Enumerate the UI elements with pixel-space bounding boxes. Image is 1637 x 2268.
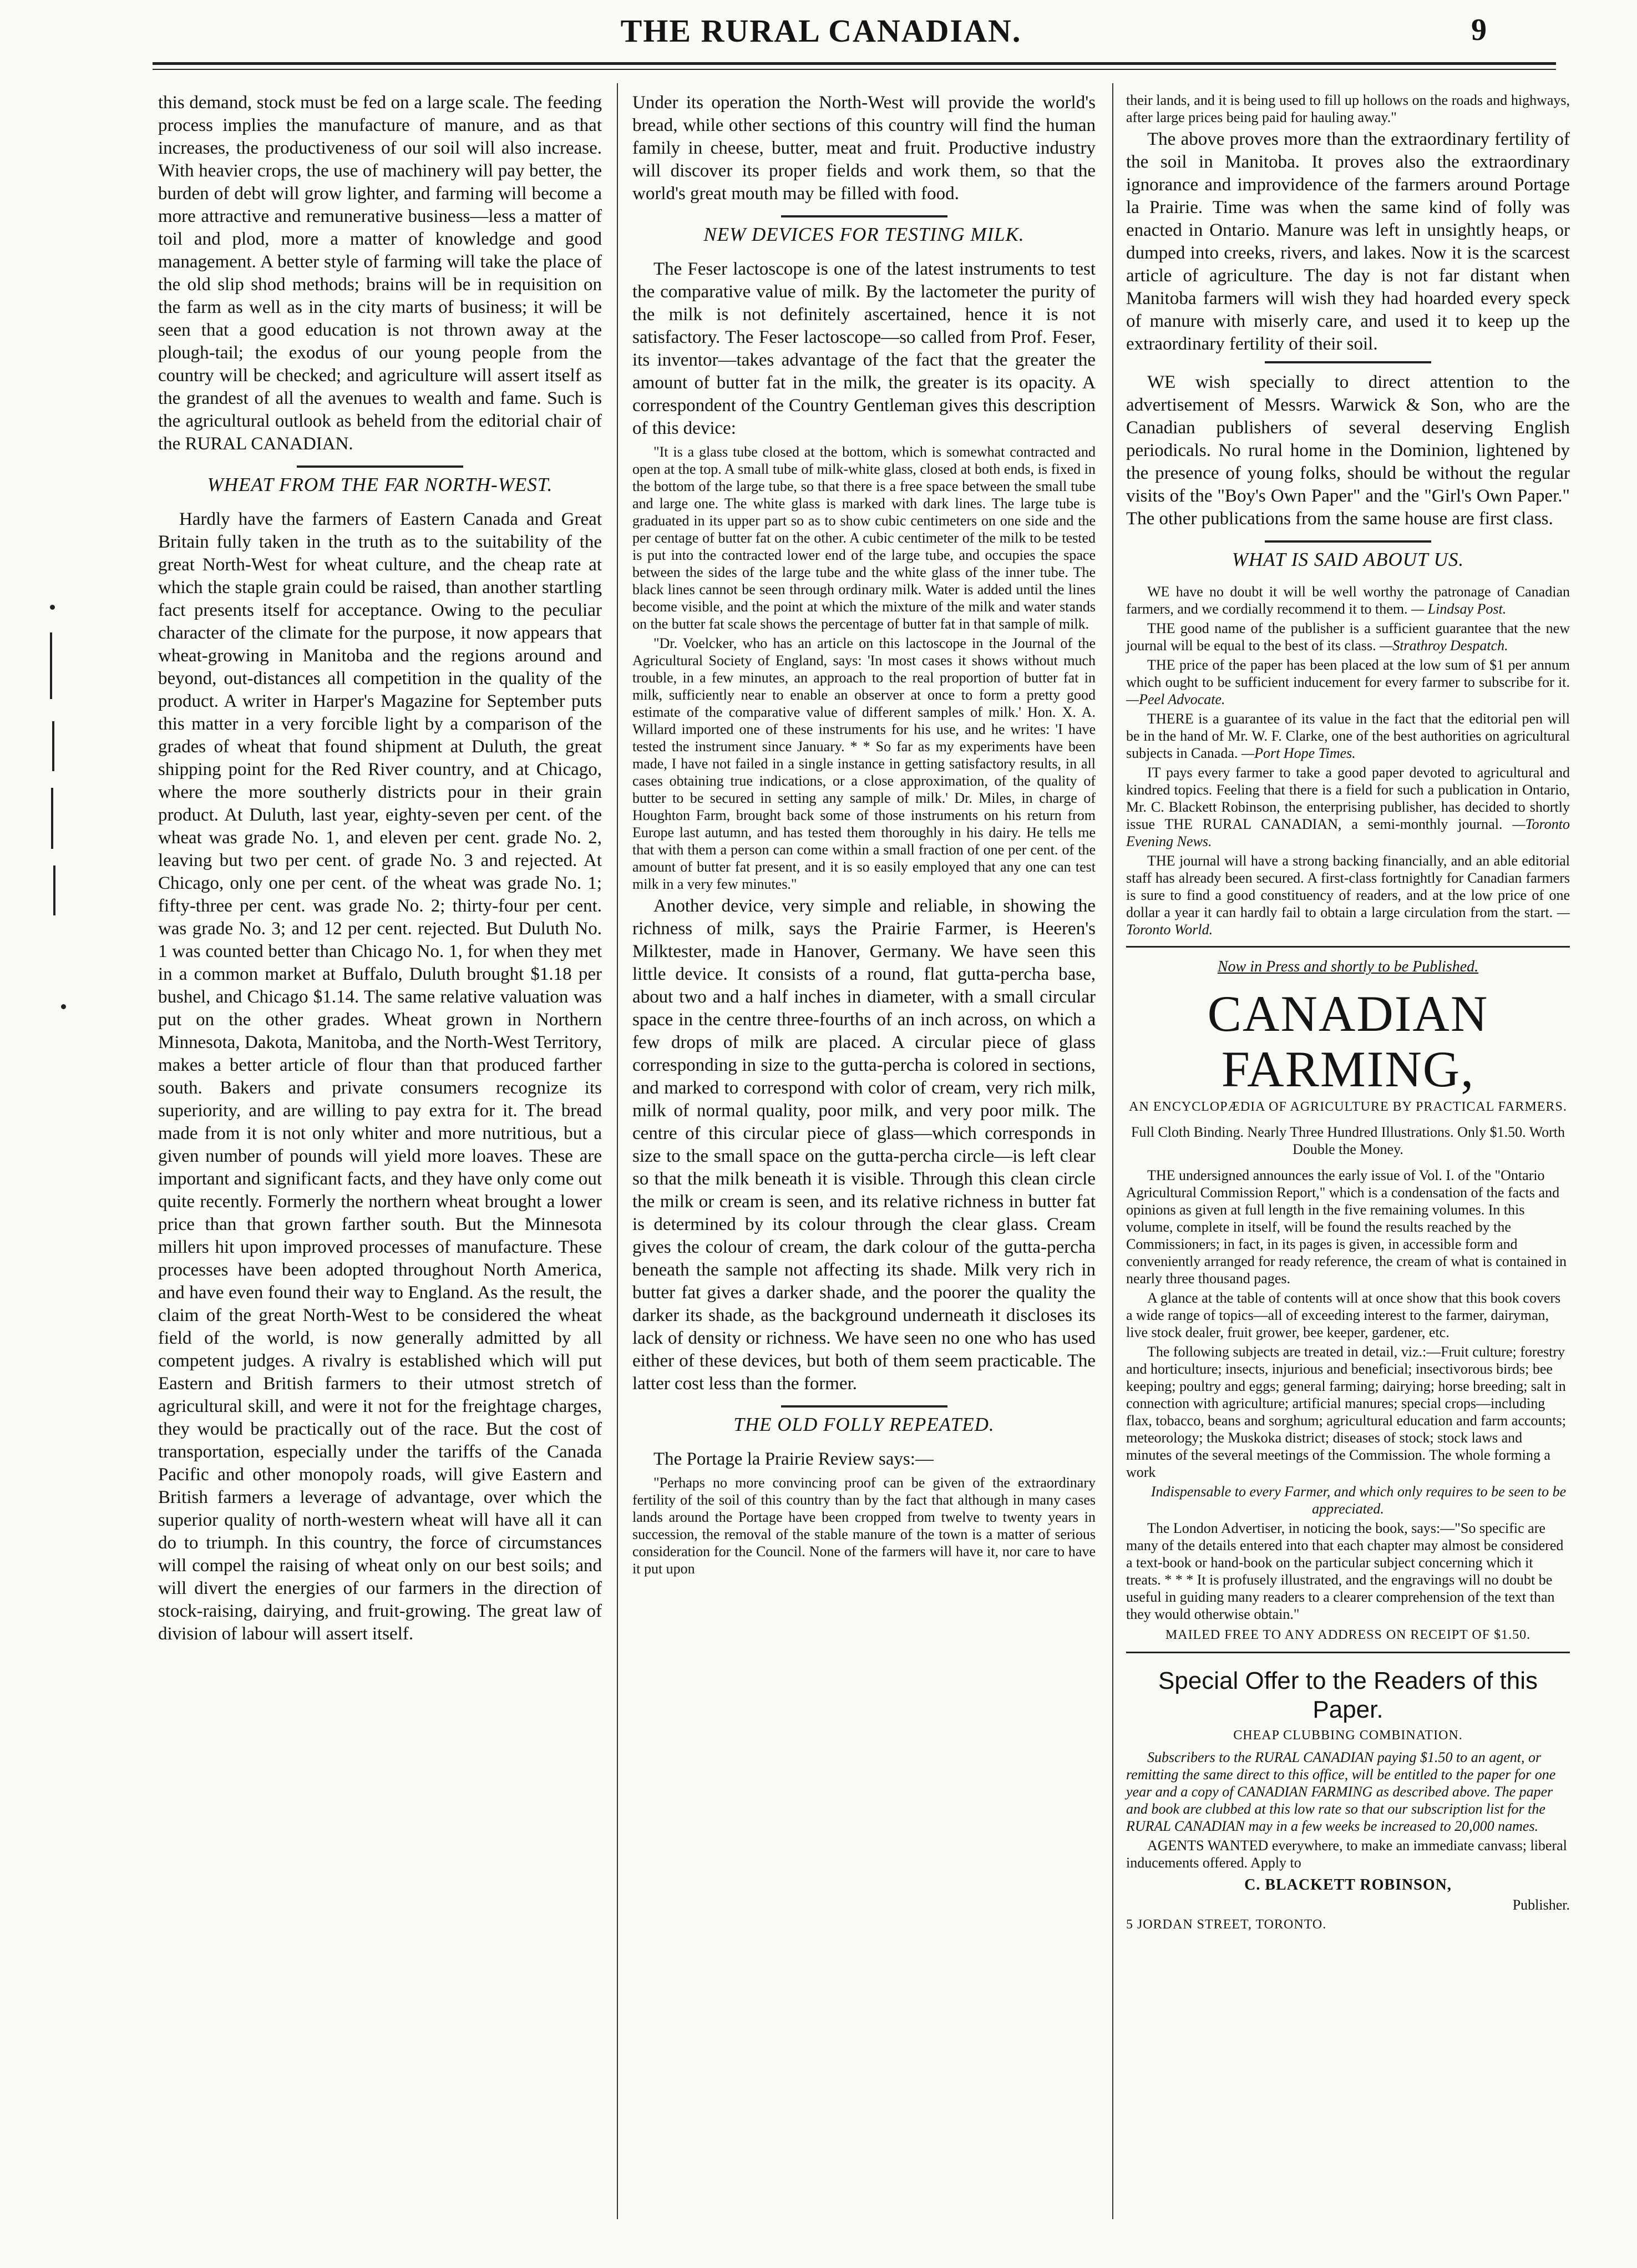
offer-combination: CHEAP CLUBBING COMBINATION. bbox=[1233, 1728, 1463, 1743]
heading-rule bbox=[1265, 540, 1431, 543]
article-paragraph: The Portage la Prairie Review says:— bbox=[653, 1449, 934, 1469]
press-notices bbox=[1126, 583, 1570, 938]
article-paragraph: Under its operation the North-West will provide the world's bread, while other sections of this country will find the human family in cheese, butter, meat and fruit. Productive industry will discover its proper fields and work them, so that the world's great mouth may be filled with food. bbox=[632, 93, 1096, 204]
notice-paragraph: WE have no doubt it will be well worthy the patronage of Canadian farmers, and we cordially recommend it to them. — Lindsay Post. bbox=[1126, 584, 1570, 617]
section-heading bbox=[632, 1405, 1096, 1436]
column-divider bbox=[617, 83, 618, 2219]
ad-paragraph: THE undersigned announces the early issue of Vol. I. of the "Ontario Agricultural Commission Report," which is a condensation of the facts and opinions as given at full length in the five remaining volumes. In this volume, complete in itself, will be found the results reached by the Commissioners; in fact, in its pages is given, in accessible form and conveniently arranged for ready reference, the cream of what is contained in nearly three thousand pages. bbox=[1126, 1167, 1567, 1287]
column-3 bbox=[1126, 92, 1570, 1936]
ad-paragraph: Indispensable to every Farmer, and which only requires to be seen to be appreciated. bbox=[1151, 1484, 1567, 1517]
column-divider bbox=[1112, 83, 1113, 2219]
quoted-passage bbox=[632, 1474, 1096, 1577]
article-paragraph: Hardly have the farmers of Eastern Canada and Great Britain fully taken in the truth as to the suitability of the great North-West for wheat culture, and the cheap rate at which the staple grain could be raised, than another startling fact presents itself for acceptance. Owing to the peculiar character of the climate for the purpose, it now appears that wheat-growing in Manitoba and the regions around and beyond, out-distances all competition in the quality of the product. A writer in Harper's Magazine for September puts this matter in a very forcible light by a comparison of the grades of wheat that found shipment at Duluth, the great shipping point for the Red River country, and at Chicago, where the more southerly districts pour in their grain product. At Duluth, last year, eighty-seven per cent. of the wheat was grade No. 1, and eleven per cent. grade No. 2, leaving but two per cent. of grade No. 3 and rejected. At Chicago, only one per cent. of the wheat was grade No. 1; fifty-three per cent. was grade No. 2; thirty-four per cent. was grade No. 3; and 12 per cent. rejected. But Duluth No. 1 was counted better than Chicago No. 1, for when they met in a common market at Buffalo, Duluth brought $1.18 per bushel, and Chicago $1.14. The same relative valuation was put on the other grades. Wheat grown in Northern Minnesota, Dakota, Manitoba, and the North-West Territory, makes a better article of flour than that produced farther south. Bakers and private consumers recognize its superiority, and are willing to pay extra for it. The bread made from it is not only whiter and more nutritious, but a given number of pounds will yield more loaves. These are important and significant facts, and they have only come out quite recently. Formerly the northern wheat brought a lower price than that grown farther south. But the Minnesota millers hit upon improved processes of manufacture. These processes have been adopted throughout North America, and have even found their way to England. As the result, the claim of the great North-West to be considered the wheat field of the world, is now generally admitted by all competent judges. A rivalry is established which will put Eastern and British farmers to their utmost stretch of agricultural skill, and were it not for the freightage charges, they would be practically out of the race. But the cost of transportation, especially under the tariffs of the Canada Pacific and other monopoly roads, will give Eastern and British farmers a leverage of advantage, over which the superior quality of north-western wheat will have all it can do to triumph. In this country, the force of circumstances will compel the raising of wheat only on our best soils; and will divert the energies of our farmers in the direction of stock-raising, dairying, and fruit-growing. The great law of division of labour will assert itself. bbox=[158, 509, 602, 1644]
offer-heading: Special Offer to the Readers of this Paper. bbox=[1158, 1667, 1538, 1723]
margin-marks bbox=[44, 605, 67, 1037]
section-heading bbox=[632, 215, 1096, 246]
quote-paragraph: their lands, and it is being used to fill up hollows on the roads and highways, after large prices being paid for hauling away." bbox=[1126, 92, 1570, 125]
header-rule bbox=[153, 62, 1556, 65]
offer-body bbox=[1126, 1749, 1570, 1871]
column-2 bbox=[632, 92, 1096, 1580]
notice-paragraph: THERE is a guarantee of its value in the fact that the editorial pen will be in the hand of Mr. W. F. Clarke, one of the best authorities on agricultural subjects in Canada. —Port Hope Times. bbox=[1126, 711, 1570, 761]
ad-paragraph: The London Advertiser, in noticing the book, says:—"So specific are many of the details entered into that each chapter may almost be considered a text-book or hand-book on the particular subject concerning which it treats. * * * It is profusely illustrated, and the engravings will no doubt be useful in guiding many readers to a clearer comprehension of the text than they would otherwise obtain." bbox=[1126, 1520, 1564, 1622]
section-heading bbox=[158, 465, 602, 496]
quote-paragraph: "Dr. Voelcker, who has an article on this lactoscope in the Journal of the Agricultural Society of England, says: 'In most cases it shows without much trouble, in a few minutes, an approach to the real proportion of butter fat in milk, sufficiently near to enable an observer at once to form a pretty good estimate of the comparative value of different samples of milk.' Hon. X. A. Willard imported one of these instruments for his use, and he writes: 'I have tested the instrument since January. * * So far as my experiments have been made, I have not failed in a single instance in getting satisfactory results, in all cases obtaining true indications, or a close approximation, of the quality of butter to be secured in setting any sample of milk.' Dr. Miles, in charge of Houghton Farm, brought back some of those instruments on his return from Europe last autumn, and has tested them thoroughly in his dairy. He tells me that with them a person can come within a small fraction of one per cent. of the amount of butter fat present, and it is so easily employed that any one can test milk in a very few minutes." bbox=[632, 635, 1096, 892]
advertisement bbox=[1126, 946, 1570, 1936]
notice-source: — Lindsay Post. bbox=[1411, 601, 1507, 617]
heading-milk: NEW DEVICES FOR TESTING MILK. bbox=[703, 224, 1025, 245]
ad-subtitle: AN ENCYCLOPÆDIA OF AGRICULTURE BY PRACTICAL FARMERS. bbox=[1129, 1100, 1567, 1114]
header-rule-thin bbox=[153, 69, 1556, 70]
notice-source: —Port Hope Times. bbox=[1241, 745, 1356, 761]
ad-binding: Full Cloth Binding. Nearly Three Hundred Illustrations. Only $1.50. Worth Double the Money. bbox=[1131, 1124, 1565, 1157]
article-paragraph: this demand, stock must be fed on a large scale. The feeding process implies the manufacture of manure, and as that increases, the productiveness of our soil will also increase. With heavier crops, the use of machinery will pay better, the burden of debt will grow lighter, and farming will become a more attractive and remunerative business—less a matter of toil and plod, more a matter of knowledge and good management. A better style of farming will take the place of the old slip shod methods; brains will be in requisition on the farm as well as in the city marts of business; it will be seen that a good education is not thrown away at the plough-tail; the exodus of our young people from the country will be checked; and agriculture will assert itself as the grandest of all the avenues to wealth and fame. Such is the agricultural outlook as beheld from the editorial chair of the RURAL CANADIAN. bbox=[158, 93, 602, 454]
article-paragraph: The above proves more than the extraordinary fertility of the soil in Manitoba. It proves also the extraordinary ignorance and improvidence of the farmers around Portage la Prairie. Time was when the same kind of folly was enacted in Ontario. Manure was left in unsightly heaps, or dumped into creeks, rivers, and lakes. Now it is the scarcest article of agriculture. The day is not far distant when Manitoba farmers will wish they had hoarded every speck of manure with miserly care, and used it to keep up the extraordinary fertility of their soil. bbox=[1126, 129, 1570, 354]
heading-rule bbox=[781, 1405, 947, 1408]
heading-wheat: WHEAT FROM THE FAR NORTH-WEST. bbox=[207, 474, 553, 495]
heading-rule bbox=[1265, 361, 1431, 363]
heading-folly: THE OLD FOLLY REPEATED. bbox=[733, 1414, 995, 1435]
ad-rule bbox=[1126, 946, 1570, 948]
article-paragraph: The Feser lactoscope is one of the latest instruments to test the comparative value of milk. By the lactometer the purity of the milk is not definitely ascertained, hence it is not satisfactory. The Feser lactoscope—so called from Prof. Feser, its inventor—takes advantage of the fact that the greater the amount of butter fat in the milk, the greater is its opacity. A correspondent of the Country Gentleman gives this description of this device: bbox=[632, 259, 1096, 438]
page-number: 9 bbox=[1471, 13, 1487, 47]
masthead-title: THE RURAL CANADIAN. bbox=[620, 13, 1022, 49]
notice-paragraph: IT pays every farmer to take a good paper devoted to agricultural and kindred topics. Feeling that there is a field for such a publication in Ontario, Mr. C. Blackett Robinson, the enterprising publisher, has decided to shortly issue THE RURAL CANADIAN, a semi-monthly journal. —Toronto Evening News. bbox=[1126, 765, 1570, 849]
ad-press-note: Now in Press and shortly to be Published. bbox=[1217, 958, 1479, 975]
heading-rule bbox=[297, 465, 463, 468]
notice-paragraph: THE price of the paper has been placed at the low sum of $1 per annum which ought to be sufficient inducement for every farmer to subscribe for it. —Peel Advocate. bbox=[1126, 657, 1570, 707]
section-heading bbox=[1126, 540, 1570, 571]
heading-said: WHAT IS SAID ABOUT US. bbox=[1231, 549, 1464, 570]
ad-title: CANADIAN FARMING, bbox=[1207, 985, 1489, 1097]
offer-paragraph: Subscribers to the RURAL CANADIAN paying $1.50 to an agent, or remitting the same direct to this office, will be entitled to the paper for one year and a copy of CANADIAN FARMING as described above. The paper and book are clubbed at this low rate so that our subscription list for the RURAL CANADIAN may in a few weeks be increased to 20,000 names. bbox=[1126, 1749, 1556, 1834]
notice-paragraph: THE good name of the publisher is a sufficient guarantee that the new journal will be equal to the best of its class. —Strathroy Despatch. bbox=[1126, 620, 1570, 654]
ad-body bbox=[1126, 1167, 1570, 1623]
article-paragraph: Another device, very simple and reliable, in showing the richness of milk, says the Prairie Farmer, is Heeren's Milktester, made in Hanover, Germany. We have seen this little device. It consists of a round, flat gutta-percha base, about two and a half inches in diameter, with a small circular space in the centre three-fourths of an inch across, on which a few drops of milk are placed. A circular piece of glass corresponding in size to the gutta-percha is colored in sections, and marked to correspond with color of cream, very rich milk, milk of normal quality, poor milk, and very poor milk. The centre of this circular piece of glass—which corresponds in size to the small space on the gutta-percha circle—is left clear so that the milk beneath it is visible. Through this clean circle the milk or cream is seen, and its relative richness in butter fat is determined by its colour through the clear glass. Cream gives the colour of cream, the dark colour of the gutta-percha beneath the sample not affecting its shade. Milk very rich in butter fat gives a darker shade, and the poorer the quality the darker its shade, as the background underneath it discloses its lack of density or richness. We have seen no one who has used either of these devices, but both of them seem practicable. The latter cost less than the former. bbox=[632, 896, 1096, 1394]
publisher-address: 5 JORDAN STREET, TORONTO. bbox=[1126, 1917, 1327, 1932]
quoted-passage bbox=[1126, 92, 1570, 126]
ad-mailed: MAILED FREE TO ANY ADDRESS ON RECEIPT OF $1.50. bbox=[1165, 1628, 1531, 1642]
notice-source: —Toronto Evening News. bbox=[1126, 816, 1570, 849]
section-divider bbox=[1126, 361, 1570, 363]
publisher-role: Publisher. bbox=[1512, 1897, 1570, 1913]
column-1 bbox=[158, 92, 602, 1649]
ad-paragraph: A glance at the table of contents will at once show that this book covers a wide range of topics—all of exceeding interest to the farmer, dairyman, live stock dealer, fruit grower, bee keeper, gardener, etc. bbox=[1126, 1290, 1561, 1340]
publisher-name: C. BLACKETT ROBINSON, bbox=[1244, 1876, 1452, 1894]
notice-paragraph: THE journal will have a strong backing financially, and an able editorial staff has already been secured. A first-class fortnightly for Canadian farmers is sure to find a good constituency of readers, and at the low price of one dollar a year it can hardly fail to obtain a large circulation from the start. —Toronto World. bbox=[1126, 853, 1570, 938]
heading-rule bbox=[781, 215, 947, 217]
quoted-passage bbox=[632, 443, 1096, 893]
quote-paragraph: "Perhaps no more convincing proof can be given of the extraordinary fertility of the soil of this country than by the fact that although in many cases lands around the Portage have been cropped from twelve to twenty years in succession, the removal of the stable manure of the town is a matter of serious consideration for the Council. None of the farmers will have it, nor care to have it put upon bbox=[632, 1475, 1096, 1577]
quote-paragraph: "It is a glass tube closed at the bottom, which is somewhat contracted and open at the top. A small tube of milk-white glass, closed at both ends, is fixed in the bottom of the large tube, so that there is a free space between the small tube and large one. The white glass is marked with dark lines. The large tube is graduated in its upper part so as to show cubic centimeters on one side and the per centage of butter fat on the other. A cubic centimeter of the milk to be tested is put into the contracted lower end of the large tube, and occupies the space between the sides of the large tube and the white glass of the inner tube. The black lines cannot be seen through ordinary milk. Water is added until the lines become visible, and the point at which the mixture of the milk and water stands on the butter fat scale shows the percentage of butter fat in that sample of milk. bbox=[632, 444, 1096, 632]
notice-source: —Peel Advocate. bbox=[1126, 691, 1225, 707]
ad-paragraph: The following subjects are treated in detail, viz.:—Fruit culture; forestry and horticulture; insects, injurious and beneficial; insectivorous birds; bee keeping; poultry and eggs; general farming; dairying; horse breeding; salt in connection with agriculture; artificial manures; special crops—including flax, tobacco, beans and sorghum; agricultural education and farm accounts; meteorology; the Muskoka district; diseases of stock; stock laws and minutes of the several meetings of the Commission. The whole forming a work bbox=[1126, 1344, 1566, 1480]
article-paragraph: WE wish specially to direct attention to the advertisement of Messrs. Warwick & Son, who are the Canadian publishers of several deserving English periodicals. No rural home in the Dominion, lightened by the presence of young folks, should be without the regular visits of the "Boy's Own Paper" and the "Girl's Own Paper." The other publications from the same house are first class. bbox=[1126, 372, 1570, 529]
offer-paragraph: AGENTS WANTED everywhere, to make an immediate canvass; liberal inducements offered. Apply to bbox=[1126, 1837, 1567, 1871]
notice-source: —Toronto World. bbox=[1126, 904, 1570, 938]
page-header bbox=[155, 0, 1487, 58]
notice-source: —Strathroy Despatch. bbox=[1380, 637, 1508, 654]
ad-rule bbox=[1126, 1652, 1570, 1653]
